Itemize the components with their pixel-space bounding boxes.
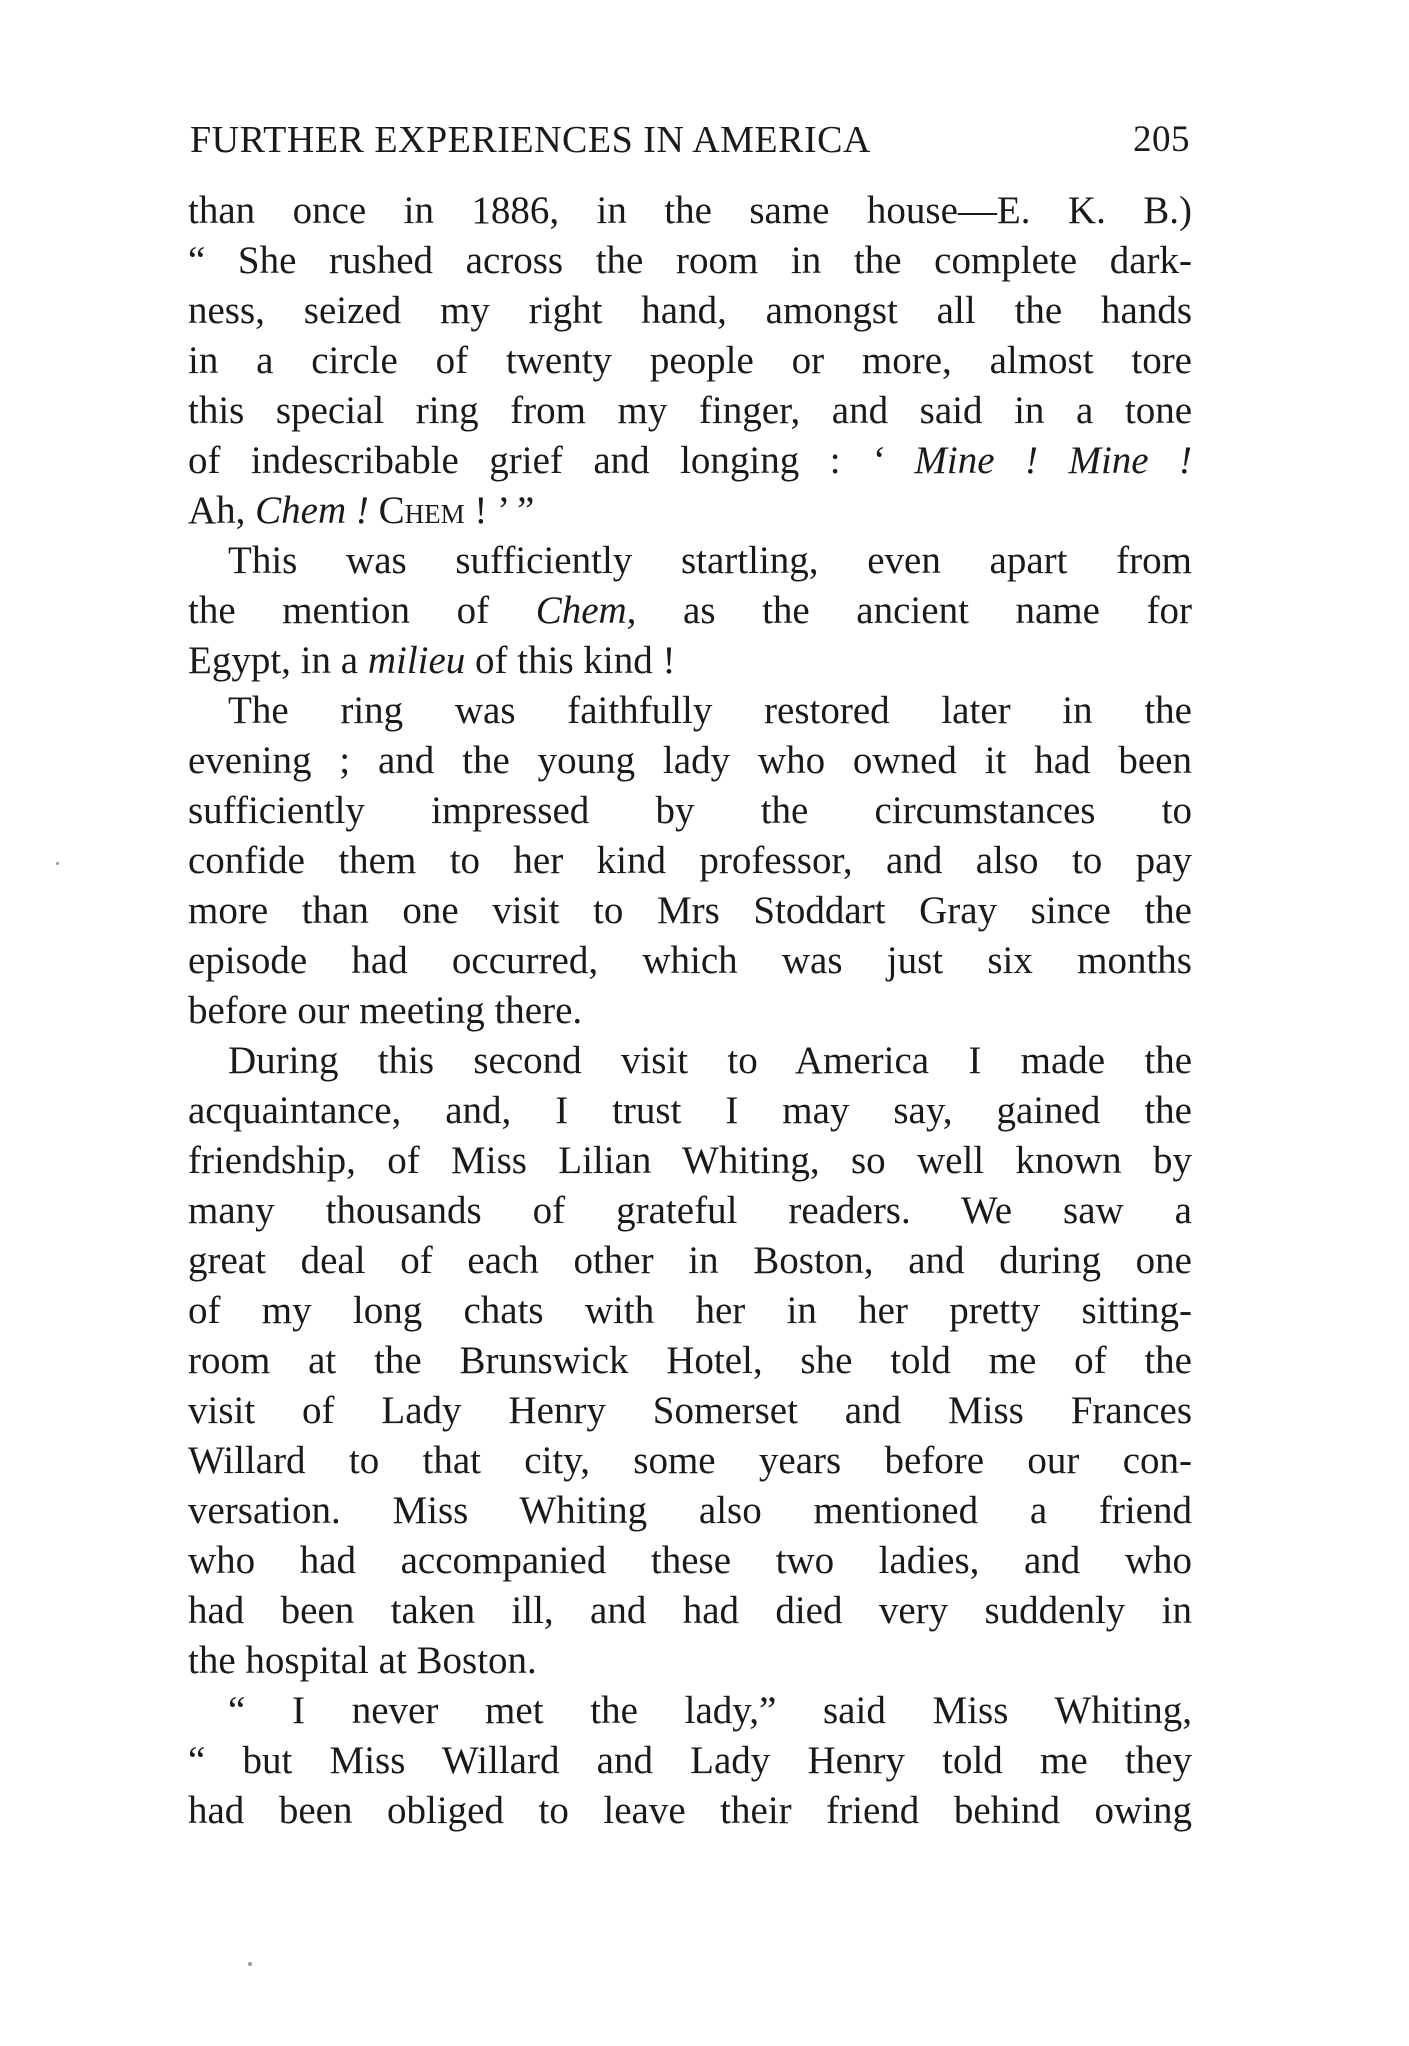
text-line: room at the Brunswick Hotel, she told me of the xyxy=(188,1339,1192,1382)
text-line: acquaintance, and, I trust I may say, gained the xyxy=(188,1089,1192,1132)
text-line: had been taken ill, and had died very suddenly in xyxy=(188,1589,1192,1632)
text-line xyxy=(188,586,1192,636)
text-line: who had accompanied these two ladies, and who xyxy=(188,1539,1192,1582)
text-line: ness, seized my right hand, amongst all the hands xyxy=(188,289,1192,332)
text-line: episode had occurred, which was just six months xyxy=(188,939,1192,982)
running-title: FURTHER EXPERIENCES IN AMERICA xyxy=(190,119,871,161)
text-segment: of this kind ! xyxy=(475,639,676,682)
italic-segment: Chem, xyxy=(535,589,637,632)
text-line: great deal of each other in Boston, and during one xyxy=(188,1239,1192,1282)
text-line: the hospital at Boston. xyxy=(188,1639,537,1682)
text-line: had been obliged to leave their friend behind owing xyxy=(188,1789,1192,1832)
text-line: friendship, of Miss Lilian Whiting, so well known by xyxy=(188,1139,1192,1182)
italic-segment: milieu xyxy=(367,639,466,682)
text-line xyxy=(188,436,1192,486)
text-segment: the mention of xyxy=(188,589,490,632)
text-line: in a circle of twenty people or more, almost tore xyxy=(188,339,1192,382)
text-segment: of indescribable grief and longing : xyxy=(188,439,841,482)
text-line xyxy=(188,486,1192,536)
text-line: evening ; and the young lady who owned it had been xyxy=(188,739,1192,782)
text-line: visit of Lady Henry Somerset and Miss Frances xyxy=(188,1389,1192,1432)
text-segment: Egypt, in a xyxy=(188,639,359,682)
paper-speck xyxy=(248,1962,252,1966)
text-line: “ I never met the lady,” said Miss Whiting, xyxy=(228,1689,1192,1732)
text-line: “ She rushed across the room in the complete dark- xyxy=(188,239,1192,282)
italic-segment: ‘ Mine ! xyxy=(871,439,1038,482)
text-line: versation. Miss Whiting also mentioned a friend xyxy=(188,1489,1192,1532)
text-line: This was sufficiently startling, even apart from xyxy=(228,539,1192,582)
text-segment: as the ancient name for xyxy=(683,589,1192,632)
body-text xyxy=(188,186,1192,1836)
text-line: of my long chats with her in her pretty sitting- xyxy=(188,1289,1192,1332)
text-line: confide them to her kind professor, and also to pay xyxy=(188,839,1192,882)
running-head xyxy=(190,118,1190,168)
text-segment: Ah, xyxy=(188,489,246,532)
small-caps-segment: Chem xyxy=(378,489,465,532)
text-line: than once in 1886, in the same house—E. K. B.) xyxy=(188,189,1192,232)
text-segment: ! ’ ” xyxy=(464,489,535,532)
text-line: During this second visit to America I made the xyxy=(228,1039,1192,1082)
text-line: sufficiently impressed by the circumstances to xyxy=(188,789,1192,832)
italic-segment: Chem ! xyxy=(255,489,369,532)
text-line: The ring was faithfully restored later in the xyxy=(228,689,1192,732)
text-line: this special ring from my finger, and said in a tone xyxy=(188,389,1192,432)
text-line: more than one visit to Mrs Stoddart Gray since the xyxy=(188,889,1192,932)
text-line xyxy=(188,636,1192,686)
paper-speck xyxy=(56,862,59,865)
page-number: 205 xyxy=(1133,119,1190,160)
text-line: many thousands of grateful readers. We saw a xyxy=(188,1189,1192,1232)
text-line: before our meeting there. xyxy=(188,989,583,1032)
text-line: Willard to that city, some years before our con- xyxy=(188,1439,1192,1482)
text-line: “ but Miss Willard and Lady Henry told me they xyxy=(188,1739,1192,1782)
italic-segment: Mine ! xyxy=(1068,439,1193,482)
